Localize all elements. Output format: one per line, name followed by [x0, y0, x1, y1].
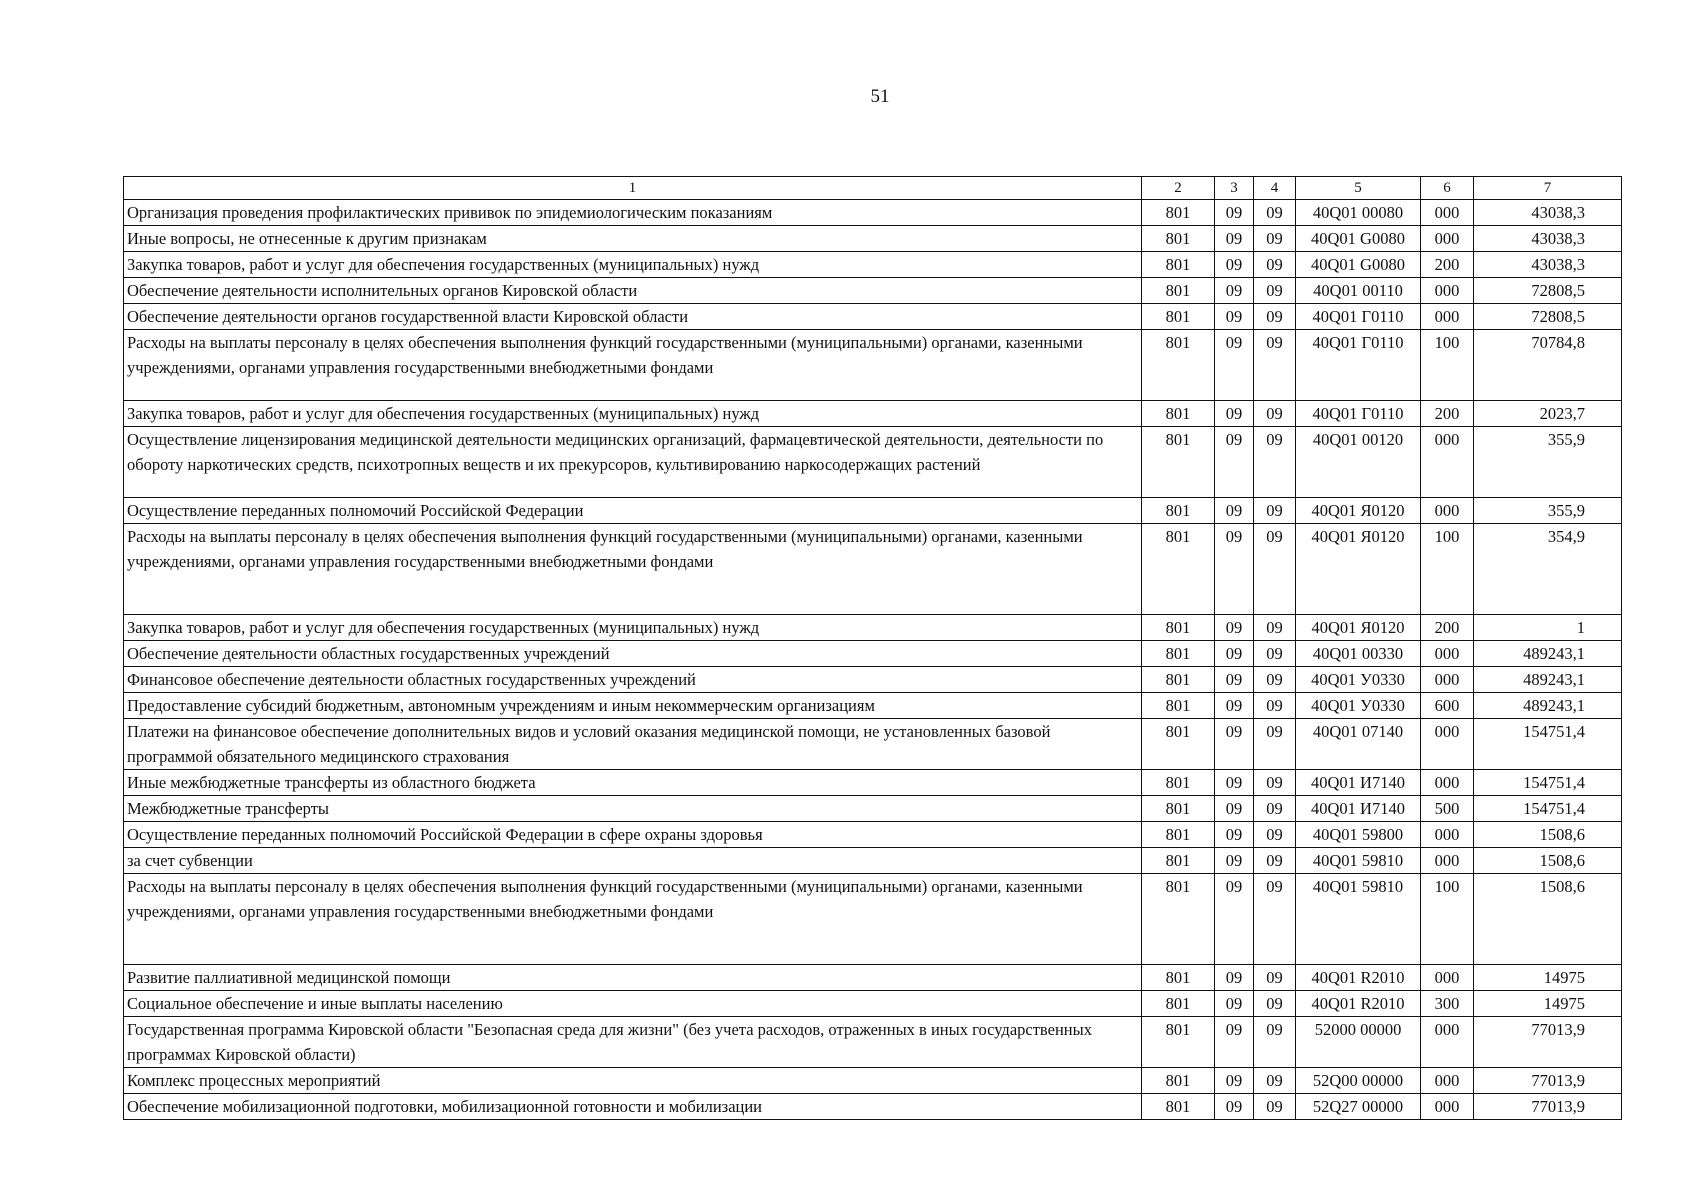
row-code-ministry: 801: [1142, 822, 1215, 848]
row-code-target-item: 40Q01 07140: [1296, 719, 1421, 770]
row-name: за счет субвенции: [124, 848, 1142, 874]
row-code-section: 09: [1215, 226, 1254, 252]
table-row: [124, 991, 1622, 1017]
row-amount: 1508,6: [1474, 848, 1622, 874]
table-row: [124, 965, 1622, 991]
row-code-ministry: 801: [1142, 524, 1215, 615]
row-code-section: 09: [1215, 304, 1254, 330]
row-code-section: 09: [1215, 498, 1254, 524]
row-code-target-item: 40Q01 59800: [1296, 822, 1421, 848]
row-code-expense-type: 000: [1421, 641, 1474, 667]
row-code-section: 09: [1215, 278, 1254, 304]
row-amount: 43038,3: [1474, 226, 1622, 252]
row-code-ministry: 801: [1142, 719, 1215, 770]
row-amount: 1508,6: [1474, 822, 1622, 848]
row-code-section: 09: [1215, 719, 1254, 770]
row-code-ministry: 801: [1142, 226, 1215, 252]
row-name: Осуществление лицензирования медицинской деятельности медицинских организаций, фармацевтической деятельности, деятельности по обороту наркотических средств, психотропных веществ и их прекурсоров, культивированию наркосодержащих растений: [124, 427, 1142, 498]
row-name: Осуществление переданных полномочий Российской Федерации в сфере охраны здоровья: [124, 822, 1142, 848]
table-row: [124, 667, 1622, 693]
row-code-ministry: 801: [1142, 667, 1215, 693]
row-code-expense-type: 300: [1421, 991, 1474, 1017]
row-code-target-item: 40Q01 Я0120: [1296, 498, 1421, 524]
row-amount: 14975: [1474, 991, 1622, 1017]
row-code-ministry: 801: [1142, 848, 1215, 874]
column-header-5: 5: [1296, 177, 1421, 200]
row-amount: 489243,1: [1474, 693, 1622, 719]
row-code-subsection: 09: [1254, 1017, 1296, 1068]
row-code-subsection: 09: [1254, 304, 1296, 330]
row-code-expense-type: 000: [1421, 427, 1474, 498]
row-code-ministry: 801: [1142, 770, 1215, 796]
row-code-expense-type: 100: [1421, 874, 1474, 965]
row-code-section: 09: [1215, 822, 1254, 848]
row-amount: 154751,4: [1474, 796, 1622, 822]
row-code-subsection: 09: [1254, 401, 1296, 427]
table-row: [124, 226, 1622, 252]
row-code-subsection: 09: [1254, 427, 1296, 498]
row-amount: 72808,5: [1474, 278, 1622, 304]
row-code-ministry: 801: [1142, 304, 1215, 330]
row-name: Обеспечение деятельности исполнительных органов Кировской области: [124, 278, 1142, 304]
row-code-ministry: 801: [1142, 498, 1215, 524]
row-amount: 1508,6: [1474, 874, 1622, 965]
row-name: Расходы на выплаты персоналу в целях обеспечения выполнения функций государственными (муниципальными) органами, казенными учреждениями, органами управления государственными внебюджетными фондами: [124, 874, 1142, 965]
row-code-expense-type: 000: [1421, 304, 1474, 330]
row-name: Обеспечение мобилизационной подготовки, мобилизационной готовности и мобилизации: [124, 1094, 1142, 1120]
row-name: Расходы на выплаты персоналу в целях обеспечения выполнения функций государственными (муниципальными) органами, казенными учреждениями, органами управления государственными внебюджетными фондами: [124, 524, 1142, 615]
row-amount: 70784,8: [1474, 330, 1622, 401]
column-header-7: 7: [1474, 177, 1622, 200]
row-code-section: 09: [1215, 796, 1254, 822]
row-code-section: 09: [1215, 200, 1254, 226]
row-amount: 154751,4: [1474, 719, 1622, 770]
row-amount: 43038,3: [1474, 252, 1622, 278]
table-row: [124, 822, 1622, 848]
row-code-expense-type: 000: [1421, 822, 1474, 848]
row-code-section: 09: [1215, 874, 1254, 965]
row-code-section: 09: [1215, 1094, 1254, 1120]
row-code-section: 09: [1215, 524, 1254, 615]
row-name: Закупка товаров, работ и услуг для обеспечения государственных (муниципальных) нужд: [124, 615, 1142, 641]
row-name: Закупка товаров, работ и услуг для обеспечения государственных (муниципальных) нужд: [124, 252, 1142, 278]
row-code-target-item: 40Q01 G0080: [1296, 252, 1421, 278]
row-name: Платежи на финансовое обеспечение дополнительных видов и условий оказания медицинской помощи, не установленных базовой программой обязательного медицинского страхования: [124, 719, 1142, 770]
row-code-target-item: 40Q01 И7140: [1296, 796, 1421, 822]
row-code-subsection: 09: [1254, 641, 1296, 667]
table-row: [124, 200, 1622, 226]
row-code-subsection: 09: [1254, 330, 1296, 401]
table-row: [124, 498, 1622, 524]
table-row: [124, 401, 1622, 427]
row-code-expense-type: 200: [1421, 252, 1474, 278]
row-code-target-item: 40Q01 Я0120: [1296, 615, 1421, 641]
row-code-subsection: 09: [1254, 874, 1296, 965]
row-code-ministry: 801: [1142, 427, 1215, 498]
row-code-expense-type: 000: [1421, 1068, 1474, 1094]
row-code-section: 09: [1215, 427, 1254, 498]
row-code-section: 09: [1215, 615, 1254, 641]
column-header-1: 1: [124, 177, 1142, 200]
row-code-section: 09: [1215, 770, 1254, 796]
row-code-ministry: 801: [1142, 330, 1215, 401]
row-amount: 2023,7: [1474, 401, 1622, 427]
row-code-target-item: 40Q01 59810: [1296, 874, 1421, 965]
row-code-target-item: 40Q01 59810: [1296, 848, 1421, 874]
row-code-ministry: 801: [1142, 278, 1215, 304]
row-code-expense-type: 000: [1421, 965, 1474, 991]
table-row: [124, 252, 1622, 278]
table-row: [124, 304, 1622, 330]
row-code-target-item: 40Q01 И7140: [1296, 770, 1421, 796]
row-code-expense-type: 200: [1421, 615, 1474, 641]
table-row: [124, 1017, 1622, 1068]
row-code-subsection: 09: [1254, 1068, 1296, 1094]
row-code-expense-type: 000: [1421, 498, 1474, 524]
table-row: [124, 693, 1622, 719]
row-name: Комплекс процессных мероприятий: [124, 1068, 1142, 1094]
table-body: [124, 200, 1622, 1120]
row-code-subsection: 09: [1254, 200, 1296, 226]
row-code-section: 09: [1215, 641, 1254, 667]
row-name: Осуществление переданных полномочий Российской Федерации: [124, 498, 1142, 524]
row-code-expense-type: 100: [1421, 524, 1474, 615]
row-code-target-item: 40Q01 Г0110: [1296, 401, 1421, 427]
row-code-ministry: 801: [1142, 1017, 1215, 1068]
row-name: Иные вопросы, не отнесенные к другим признакам: [124, 226, 1142, 252]
row-name: Предоставление субсидий бюджетным, автономным учреждениям и иным некоммерческим организациям: [124, 693, 1142, 719]
row-name: Развитие паллиативной медицинской помощи: [124, 965, 1142, 991]
row-code-ministry: 801: [1142, 641, 1215, 667]
row-code-section: 09: [1215, 401, 1254, 427]
table-row: [124, 1068, 1622, 1094]
row-code-subsection: 09: [1254, 498, 1296, 524]
row-code-target-item: 52Q00 00000: [1296, 1068, 1421, 1094]
row-code-subsection: 09: [1254, 965, 1296, 991]
row-code-target-item: 40Q01 00330: [1296, 641, 1421, 667]
row-code-subsection: 09: [1254, 615, 1296, 641]
row-code-ministry: 801: [1142, 796, 1215, 822]
row-name: Государственная программа Кировской области "Безопасная среда для жизни" (без учета расходов, отраженных в иных государственных программах Кировской области): [124, 1017, 1142, 1068]
row-name: Закупка товаров, работ и услуг для обеспечения государственных (муниципальных) нужд: [124, 401, 1142, 427]
row-name: Обеспечение деятельности органов государственной власти Кировской области: [124, 304, 1142, 330]
table-row: [124, 278, 1622, 304]
row-code-subsection: 09: [1254, 719, 1296, 770]
row-name: Организация проведения профилактических прививок по эпидемиологическим показаниям: [124, 200, 1142, 226]
row-amount: 77013,9: [1474, 1017, 1622, 1068]
row-code-target-item: 40Q01 Г0110: [1296, 304, 1421, 330]
row-code-target-item: 40Q01 У0330: [1296, 693, 1421, 719]
page-number: 51: [870, 86, 890, 107]
budget-table: [123, 176, 1622, 1120]
row-code-ministry: 801: [1142, 693, 1215, 719]
row-name: Финансовое обеспечение деятельности областных государственных учреждений: [124, 667, 1142, 693]
row-code-target-item: 40Q01 Я0120: [1296, 524, 1421, 615]
row-code-expense-type: 000: [1421, 278, 1474, 304]
row-amount: 489243,1: [1474, 641, 1622, 667]
row-code-expense-type: 000: [1421, 667, 1474, 693]
table-row: [124, 1094, 1622, 1120]
table-row: [124, 427, 1622, 498]
column-header-3: 3: [1215, 177, 1254, 200]
row-code-target-item: 52000 00000: [1296, 1017, 1421, 1068]
column-header-4: 4: [1254, 177, 1296, 200]
row-code-expense-type: 000: [1421, 226, 1474, 252]
row-code-ministry: 801: [1142, 991, 1215, 1017]
row-code-section: 09: [1215, 693, 1254, 719]
row-amount: 355,9: [1474, 498, 1622, 524]
row-code-section: 09: [1215, 991, 1254, 1017]
row-code-ministry: 801: [1142, 965, 1215, 991]
row-code-ministry: 801: [1142, 252, 1215, 278]
table-row: [124, 796, 1622, 822]
row-amount: 72808,5: [1474, 304, 1622, 330]
table-row: [124, 770, 1622, 796]
row-code-section: 09: [1215, 1068, 1254, 1094]
row-name: Обеспечение деятельности областных государственных учреждений: [124, 641, 1142, 667]
column-header-6: 6: [1421, 177, 1474, 200]
row-code-expense-type: 500: [1421, 796, 1474, 822]
row-code-ministry: 801: [1142, 1068, 1215, 1094]
row-code-subsection: 09: [1254, 693, 1296, 719]
row-code-ministry: 801: [1142, 615, 1215, 641]
row-code-expense-type: 000: [1421, 848, 1474, 874]
row-code-target-item: 40Q01 У0330: [1296, 667, 1421, 693]
row-amount: 14975: [1474, 965, 1622, 991]
table-row: [124, 848, 1622, 874]
row-code-subsection: 09: [1254, 226, 1296, 252]
row-code-target-item: 52Q27 00000: [1296, 1094, 1421, 1120]
row-code-subsection: 09: [1254, 991, 1296, 1017]
table-row: [124, 330, 1622, 401]
row-code-ministry: 801: [1142, 874, 1215, 965]
row-code-target-item: 40Q01 Г0110: [1296, 330, 1421, 401]
row-code-subsection: 09: [1254, 278, 1296, 304]
column-header-2: 2: [1142, 177, 1215, 200]
row-code-section: 09: [1215, 330, 1254, 401]
row-amount: 77013,9: [1474, 1068, 1622, 1094]
row-code-subsection: 09: [1254, 667, 1296, 693]
row-amount: 489243,1: [1474, 667, 1622, 693]
row-code-subsection: 09: [1254, 796, 1296, 822]
row-code-target-item: 40Q01 00080: [1296, 200, 1421, 226]
row-name: Межбюджетные трансферты: [124, 796, 1142, 822]
row-code-expense-type: 000: [1421, 719, 1474, 770]
row-code-section: 09: [1215, 1017, 1254, 1068]
row-code-section: 09: [1215, 667, 1254, 693]
row-code-section: 09: [1215, 848, 1254, 874]
table-row: [124, 874, 1622, 965]
row-code-target-item: 40Q01 R2010: [1296, 965, 1421, 991]
row-code-ministry: 801: [1142, 1094, 1215, 1120]
table-row: [124, 524, 1622, 615]
row-code-target-item: 40Q01 R2010: [1296, 991, 1421, 1017]
row-code-expense-type: 000: [1421, 770, 1474, 796]
row-code-target-item: 40Q01 00110: [1296, 278, 1421, 304]
row-amount: 77013,9: [1474, 1094, 1622, 1120]
row-code-subsection: 09: [1254, 252, 1296, 278]
row-code-section: 09: [1215, 965, 1254, 991]
row-code-target-item: 40Q01 G0080: [1296, 226, 1421, 252]
row-code-subsection: 09: [1254, 822, 1296, 848]
row-code-target-item: 40Q01 00120: [1296, 427, 1421, 498]
table-row: [124, 719, 1622, 770]
table-row: [124, 615, 1622, 641]
row-code-expense-type: 000: [1421, 200, 1474, 226]
row-code-subsection: 09: [1254, 1094, 1296, 1120]
row-name: Иные межбюджетные трансферты из областного бюджета: [124, 770, 1142, 796]
table-row: [124, 641, 1622, 667]
row-code-expense-type: 000: [1421, 1094, 1474, 1120]
table-header: [124, 177, 1622, 200]
row-code-subsection: 09: [1254, 524, 1296, 615]
row-name: Социальное обеспечение и иные выплаты населению: [124, 991, 1142, 1017]
row-code-ministry: 801: [1142, 401, 1215, 427]
row-amount: 355,9: [1474, 427, 1622, 498]
row-amount: 43038,3: [1474, 200, 1622, 226]
row-amount: 154751,4: [1474, 770, 1622, 796]
row-code-expense-type: 000: [1421, 1017, 1474, 1068]
row-code-expense-type: 600: [1421, 693, 1474, 719]
row-code-expense-type: 100: [1421, 330, 1474, 401]
row-code-subsection: 09: [1254, 848, 1296, 874]
row-code-subsection: 09: [1254, 770, 1296, 796]
row-code-section: 09: [1215, 252, 1254, 278]
row-amount: 1: [1474, 615, 1622, 641]
row-amount: 354,9: [1474, 524, 1622, 615]
row-code-expense-type: 200: [1421, 401, 1474, 427]
row-code-ministry: 801: [1142, 200, 1215, 226]
row-name: Расходы на выплаты персоналу в целях обеспечения выполнения функций государственными (муниципальными) органами, казенными учреждениями, органами управления государственными внебюджетными фондами: [124, 330, 1142, 401]
